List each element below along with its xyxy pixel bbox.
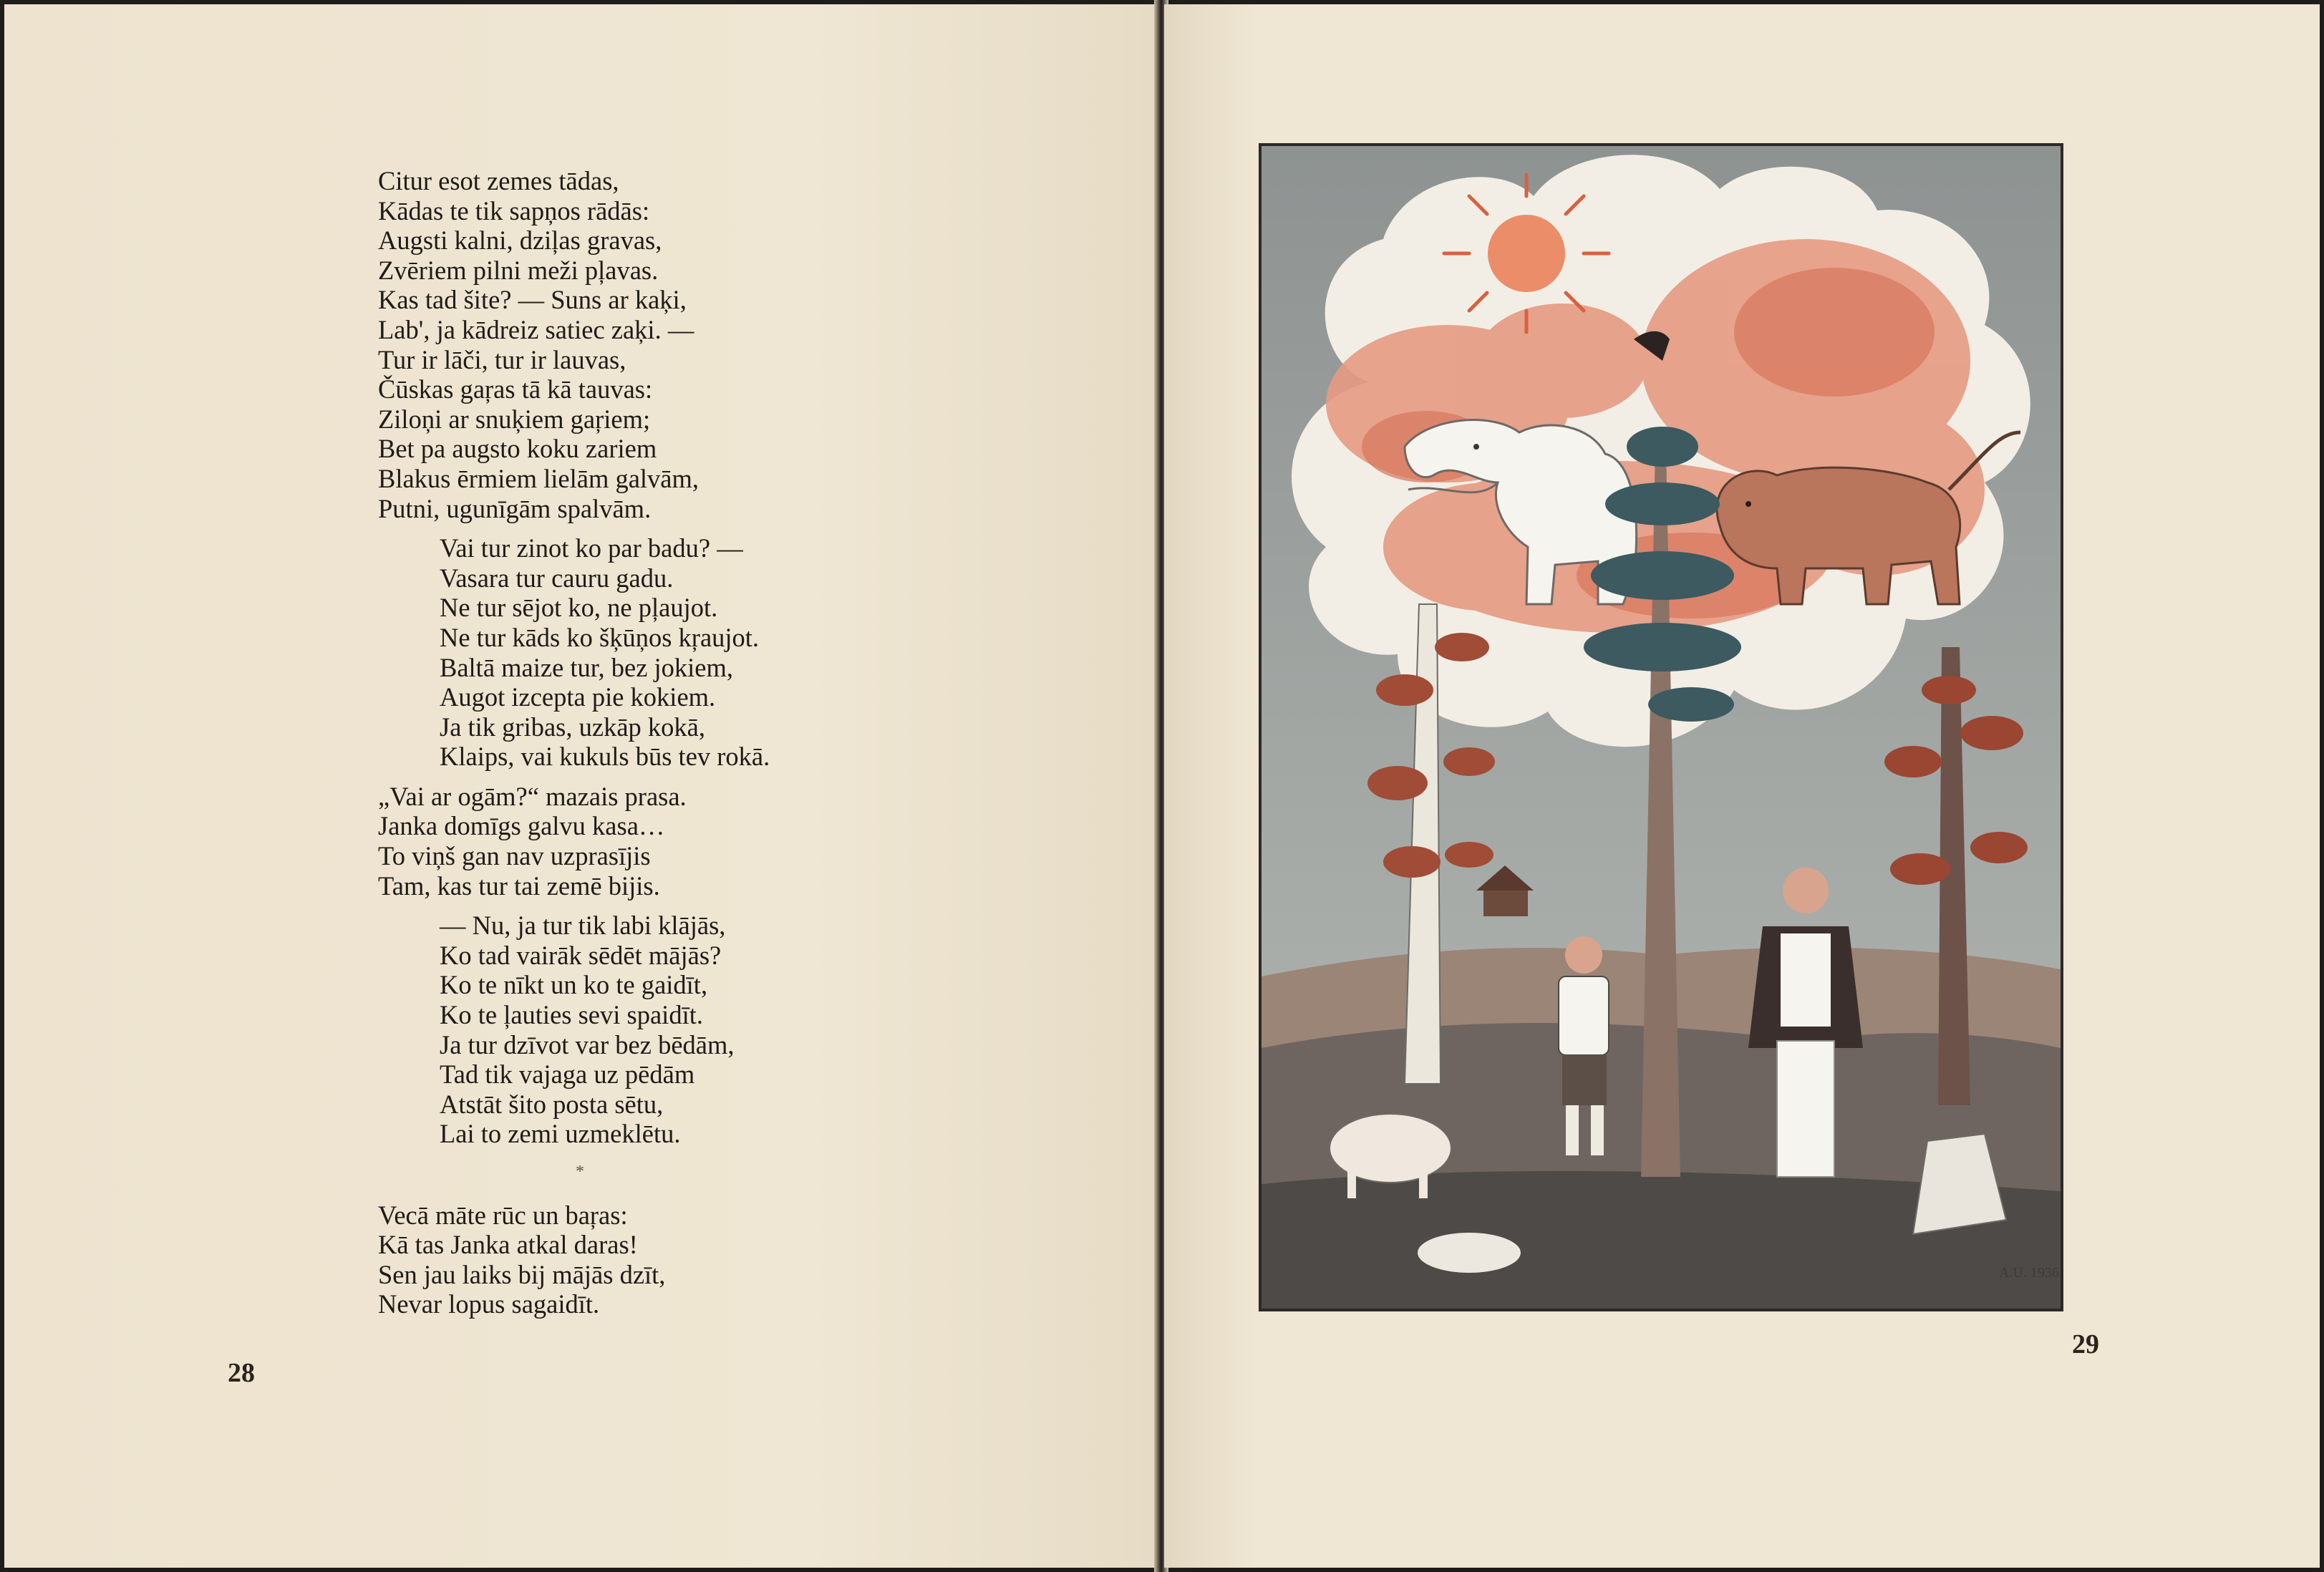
poem-line: Ne tur kāds ko šķūņos kŗaujot.: [440, 622, 760, 652]
poem-line: Citur esot zemes tādas,: [378, 166, 619, 195]
poem-line: Čūskas gaŗas tā kā tauvas:: [378, 374, 653, 404]
poem-line: To viņš gan nav uzprasījis: [378, 841, 651, 871]
poem-line: Atstāt šito posta sētu,: [440, 1089, 664, 1119]
illustration-signature: A.U. 1936: [1999, 1265, 2059, 1281]
illustration: [1259, 143, 2063, 1311]
poem-line: Nevar lopus sagaidīt.: [378, 1289, 600, 1319]
poem-text: [378, 166, 1094, 1319]
page-number-right: 29: [2072, 1329, 2099, 1359]
stone: [1418, 1233, 1521, 1273]
poem-line: Vasara tur cauru gadu.: [440, 563, 674, 593]
poem-line: Ja tur dzīvot var bez bēdām,: [440, 1029, 735, 1059]
poem-line: Tam, kas tur tai zemē bijis.: [378, 870, 660, 901]
poem-line: Lai to zemi uzmeklētu.: [440, 1119, 681, 1149]
poem-line: Tad tik vajaga uz pēdām: [440, 1059, 695, 1090]
poem-line: Ko te ļauties sevi spaidīt.: [440, 1000, 703, 1030]
stanza-3: [378, 782, 1094, 901]
poem-line: Zvēriem pilni meži pļavas.: [378, 255, 659, 285]
poem-line: Putni, ugunīgām spalvām.: [378, 493, 652, 523]
left-page: [4, 4, 1158, 1568]
section-separator: *: [576, 1163, 584, 1181]
poem-line: Kādas te tik sapņos rādās:: [378, 195, 650, 225]
poem-line: Ko te nīkt un ko te gaidīt,: [440, 970, 708, 1000]
poem-line: Vai tur zinot ko par badu? —: [440, 533, 743, 563]
poem-line: Ja tik gribas, uzkāp kokā,: [440, 712, 705, 742]
poem-line: — Nu, ja tur tik labi klājās,: [440, 911, 726, 941]
poem-line: Sen jau laiks bij mājās dzīt,: [378, 1259, 666, 1289]
poem-line: Bet pa augsto koku zariem: [378, 434, 657, 464]
poem-line: Ziloņi ar snuķiem gaŗiem;: [378, 404, 651, 434]
illustration-artwork: [1262, 146, 2061, 1309]
poem-line: Blakus ērmiem lielām galvām,: [378, 463, 699, 493]
poem-line: Klaips, vai kukuls būs tev rokā.: [440, 742, 770, 772]
poem-line: Janka domīgs galvu kasa…: [378, 811, 665, 841]
stanza-2: [440, 533, 1094, 772]
poem-line: Kā tas Janka atkal daras!: [378, 1230, 638, 1260]
poem-line: Vecā māte rūc un baŗas:: [378, 1200, 628, 1230]
poem-line: Tur ir lāči, tur ir lauvas,: [378, 344, 626, 374]
stanza-4: [440, 911, 1094, 1149]
page-number-left: 28: [228, 1358, 255, 1388]
poem-line: Ko tad vairāk sēdēt mājās?: [440, 940, 722, 970]
stanza-1: [378, 166, 1094, 523]
poem-line: Augot izcepta pie kokiem.: [440, 682, 716, 712]
poem-line: Baltā maize tur, bez jokiem,: [440, 652, 734, 682]
poem-line: Kas tad šite? — Suns ar kaķi,: [378, 285, 687, 315]
poem-line: Ne tur sējot ko, ne pļaujot.: [440, 593, 718, 623]
closing-stanza: [378, 1200, 1094, 1319]
poem-line: Lab', ja kādreiz satiec zaķi. —: [378, 314, 694, 344]
poem-line: „Vai ar ogām?“ mazais prasa.: [378, 781, 687, 811]
poem-line: Augsti kalni, dziļas gravas,: [378, 225, 662, 256]
